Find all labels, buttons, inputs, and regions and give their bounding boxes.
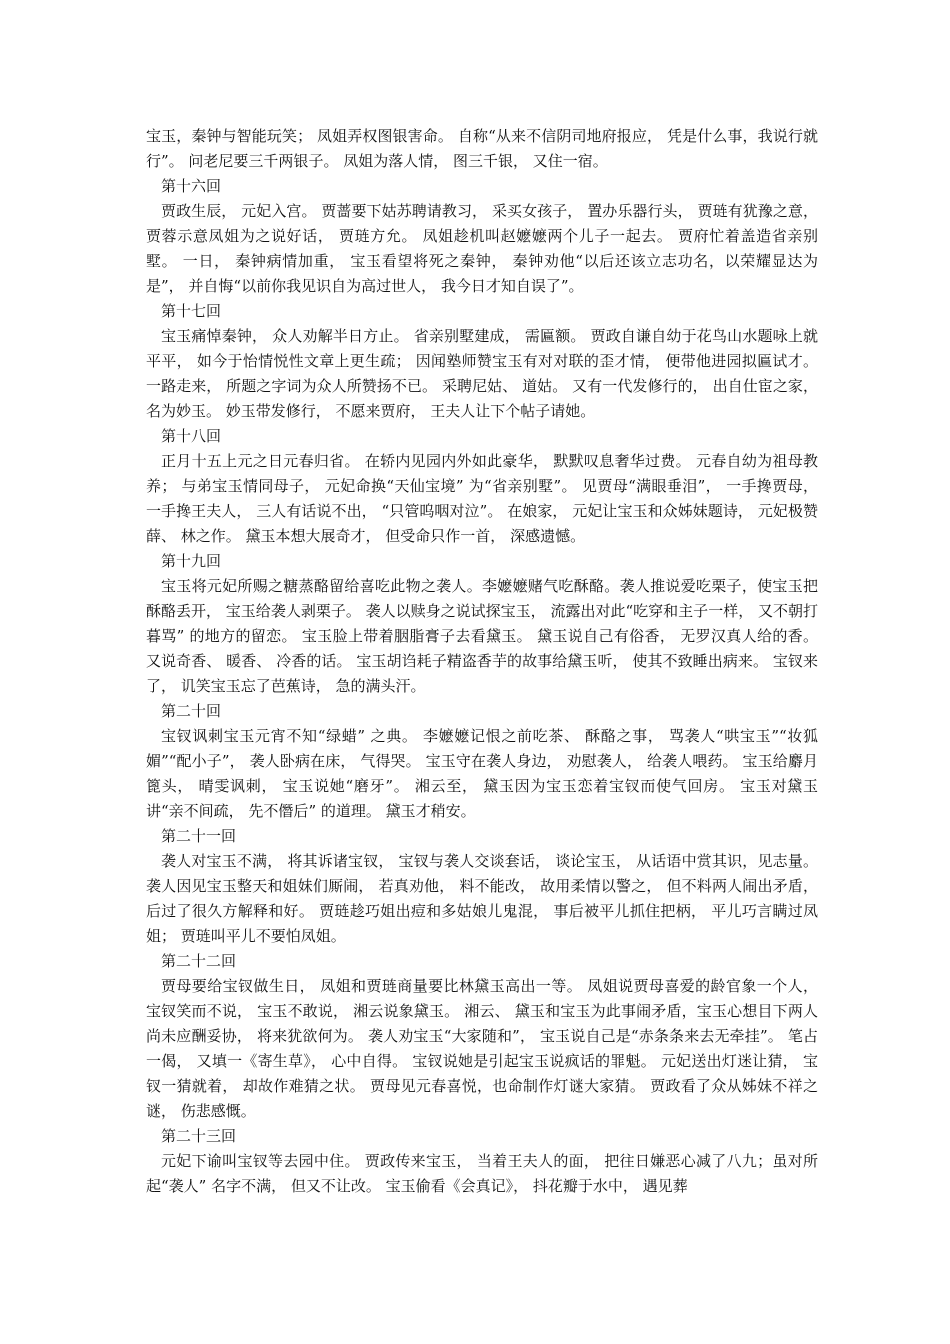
section-chapter-23 bbox=[146, 1124, 818, 1199]
paragraph: 宝玉将元妃所赐之糖蒸酪留给喜吃此物之袭人。李嬷嬷赌气吃酥酪。袭人推说爱吃栗子，使宝玉把酥酪丢开， 宝玉给袭人剥栗子。 袭人以赎身之说试探宝玉， 流露出对此“吃穿和主子一样， 又不朝打暮骂” 的地方的留恋。 宝玉脸上带着胭脂膏子去看黛玉。 黛玉说自己有俗香， 无罗汉真人给的香。 又说奇香、 暖香、 冷香的话。 宝玉胡诌耗子精盗香芋的故事给黛玉听， 使其不致睡出病来。 宝钗来了， 讥笑宝玉忘了芭蕉诗， 急的满头汗。 bbox=[146, 577, 818, 695]
document-page bbox=[146, 124, 818, 1199]
paragraph: 贾母要给宝钗做生日， 凤姐和贾琏商量要比林黛玉高出一等。 凤姐说贾母喜爱的龄官象一个人， 宝钗笑而不说， 宝玉不敢说， 湘云说象黛玉。 湘云、 黛玉和宝玉为此事闹矛盾，宝玉心想目下两人尚未应酬妥协， 将来犹欲何为。 袭人劝宝玉“大家随和”， 宝玉说自己是“赤条条来去无牵挂”。 笔占一偈， 又填一《寄生草》， 心中自得。 宝钗说她是引起宝玉说疯话的罪魁。 元妃送出灯迷让猜， 宝钗一猜就着， 却故作难猜之状。 贾母见元春喜悦，也命制作灯谜大家猜。 贾政看了众从姊妹不祥之谜， 伤悲感慨。 bbox=[146, 977, 818, 1120]
paragraph: 宝钗讽刺宝玉元宵不知“绿蜡” 之典。 李嬷嬷记恨之前吃茶、 酥酪之事， 骂袭人“哄宝玉”“妆狐媚”“配小子”， 袭人卧病在床， 气得哭。 宝玉守在袭人身边， 劝慰袭人， 给袭人喂药。 宝玉给麝月篦头， 晴雯讽刺， 宝玉说她“磨牙”。 湘云至， 黛玉因为宝玉恋着宝钗而使气回房。 宝玉对黛玉讲“亲不间疏， 先不僭后” 的道理。 黛玉才稍安。 bbox=[146, 727, 818, 820]
paragraph: 宝玉痛悼秦钟， 众人劝解半日方止。 省亲别墅建成， 需匾额。 贾政自谦自幼于花鸟山水题咏上就平平， 如今于怡情悦性文章上更生疏； 因闻塾师赞宝玉有对对联的歪才情， 便带他进园拟匾试才。 一路走来， 所题之字词为众人所赞扬不已。 采聘尼姑、 道姑。 又有一代发修行的， 出自仕宦之家， 名为妙玉。 妙玉带发修行， 不愿来贾府， 王夫人让下个帖子请她。 bbox=[146, 327, 818, 420]
section-chapter-19 bbox=[146, 549, 818, 699]
section-chapter-22 bbox=[146, 949, 818, 1124]
paragraph: 正月十五上元之日元春归省。 在轿内见园内外如此豪华， 默默叹息奢华过费。 元春自幼为祖母教养； 与弟宝玉情同母子， 元妃命换“天仙宝境” 为“省亲别墅”。 见贾母“满眼垂泪”， 一手搀贾母， 一手搀王夫人， 三人有话说不出， “只管呜咽对泣”。 在娘家， 元妃让宝玉和众姊妹题诗， 元妃极赞薛、 林之作。 黛玉本想大展奇才， 但受命只作一首， 深感遗憾。 bbox=[146, 452, 818, 545]
chapter-heading: 第二十三回 bbox=[161, 1127, 237, 1145]
paragraph: 宝玉，秦钟与智能玩笑； 凤姐弄权图银害命。 自称“从来不信阴司地府报应， 凭是什么事，我说行就行”。 问老尼要三千两银子。 凤姐为落人情， 图三千银， 又住一宿。 bbox=[146, 127, 818, 170]
chapter-heading: 第二十一回 bbox=[161, 827, 237, 845]
chapter-heading: 第二十回 bbox=[161, 702, 222, 720]
paragraph: 元妃下谕叫宝钗等去园中住。 贾政传来宝玉， 当着王夫人的面， 把往日嫌恶心减了八九；虽对所起“袭人” 名字不满， 但又不让改。 宝玉偷看《会真记》， 抖花瓣于水中， 遇见葬 bbox=[146, 1152, 818, 1195]
chapter-heading: 第十七回 bbox=[161, 302, 222, 320]
section-chapter-18 bbox=[146, 424, 818, 549]
section-chapter-17 bbox=[146, 299, 818, 424]
paragraph: 贾政生辰， 元妃入宫。 贾蔷要下姑苏聘请教习， 采买女孩子， 置办乐器行头， 贾琏有犹豫之意， 贾蓉示意凤姐为之说好话， 贾琏方允。 凤姐趁机叫赵嬷嬷两个儿子一起去。 贾府忙着盖造省亲别墅。 一日， 秦钟病情加重， 宝玉看望将死之秦钟， 秦钟劝他“以后还该立志功名，以荣耀显达为是”， 并自悔“以前你我见识自为高过世人， 我今日才知自误了”。 bbox=[146, 202, 818, 295]
chapter-heading: 第十九回 bbox=[161, 552, 222, 570]
chapter-heading: 第十六回 bbox=[161, 177, 222, 195]
section-intro bbox=[146, 124, 818, 174]
section-chapter-16 bbox=[146, 174, 818, 299]
chapter-heading: 第二十二回 bbox=[161, 952, 237, 970]
section-chapter-20 bbox=[146, 699, 818, 824]
section-chapter-21 bbox=[146, 824, 818, 949]
chapter-heading: 第十八回 bbox=[161, 427, 222, 445]
paragraph: 袭人对宝玉不满， 将其诉诸宝钗， 宝钗与袭人交谈套话， 谈论宝玉， 从话语中赏其识，见志量。 袭人因见宝玉整天和姐妹们厮闹， 若真劝他， 料不能改， 故用柔情以警之， 但不料两人闹出矛盾， 后过了很久方解释和好。 贾琏趁巧姐出痘和多姑娘儿鬼混， 事后被平儿抓住把柄， 平儿巧言瞒过凤姐； 贾琏叫平儿不要怕凤姐。 bbox=[146, 852, 818, 945]
